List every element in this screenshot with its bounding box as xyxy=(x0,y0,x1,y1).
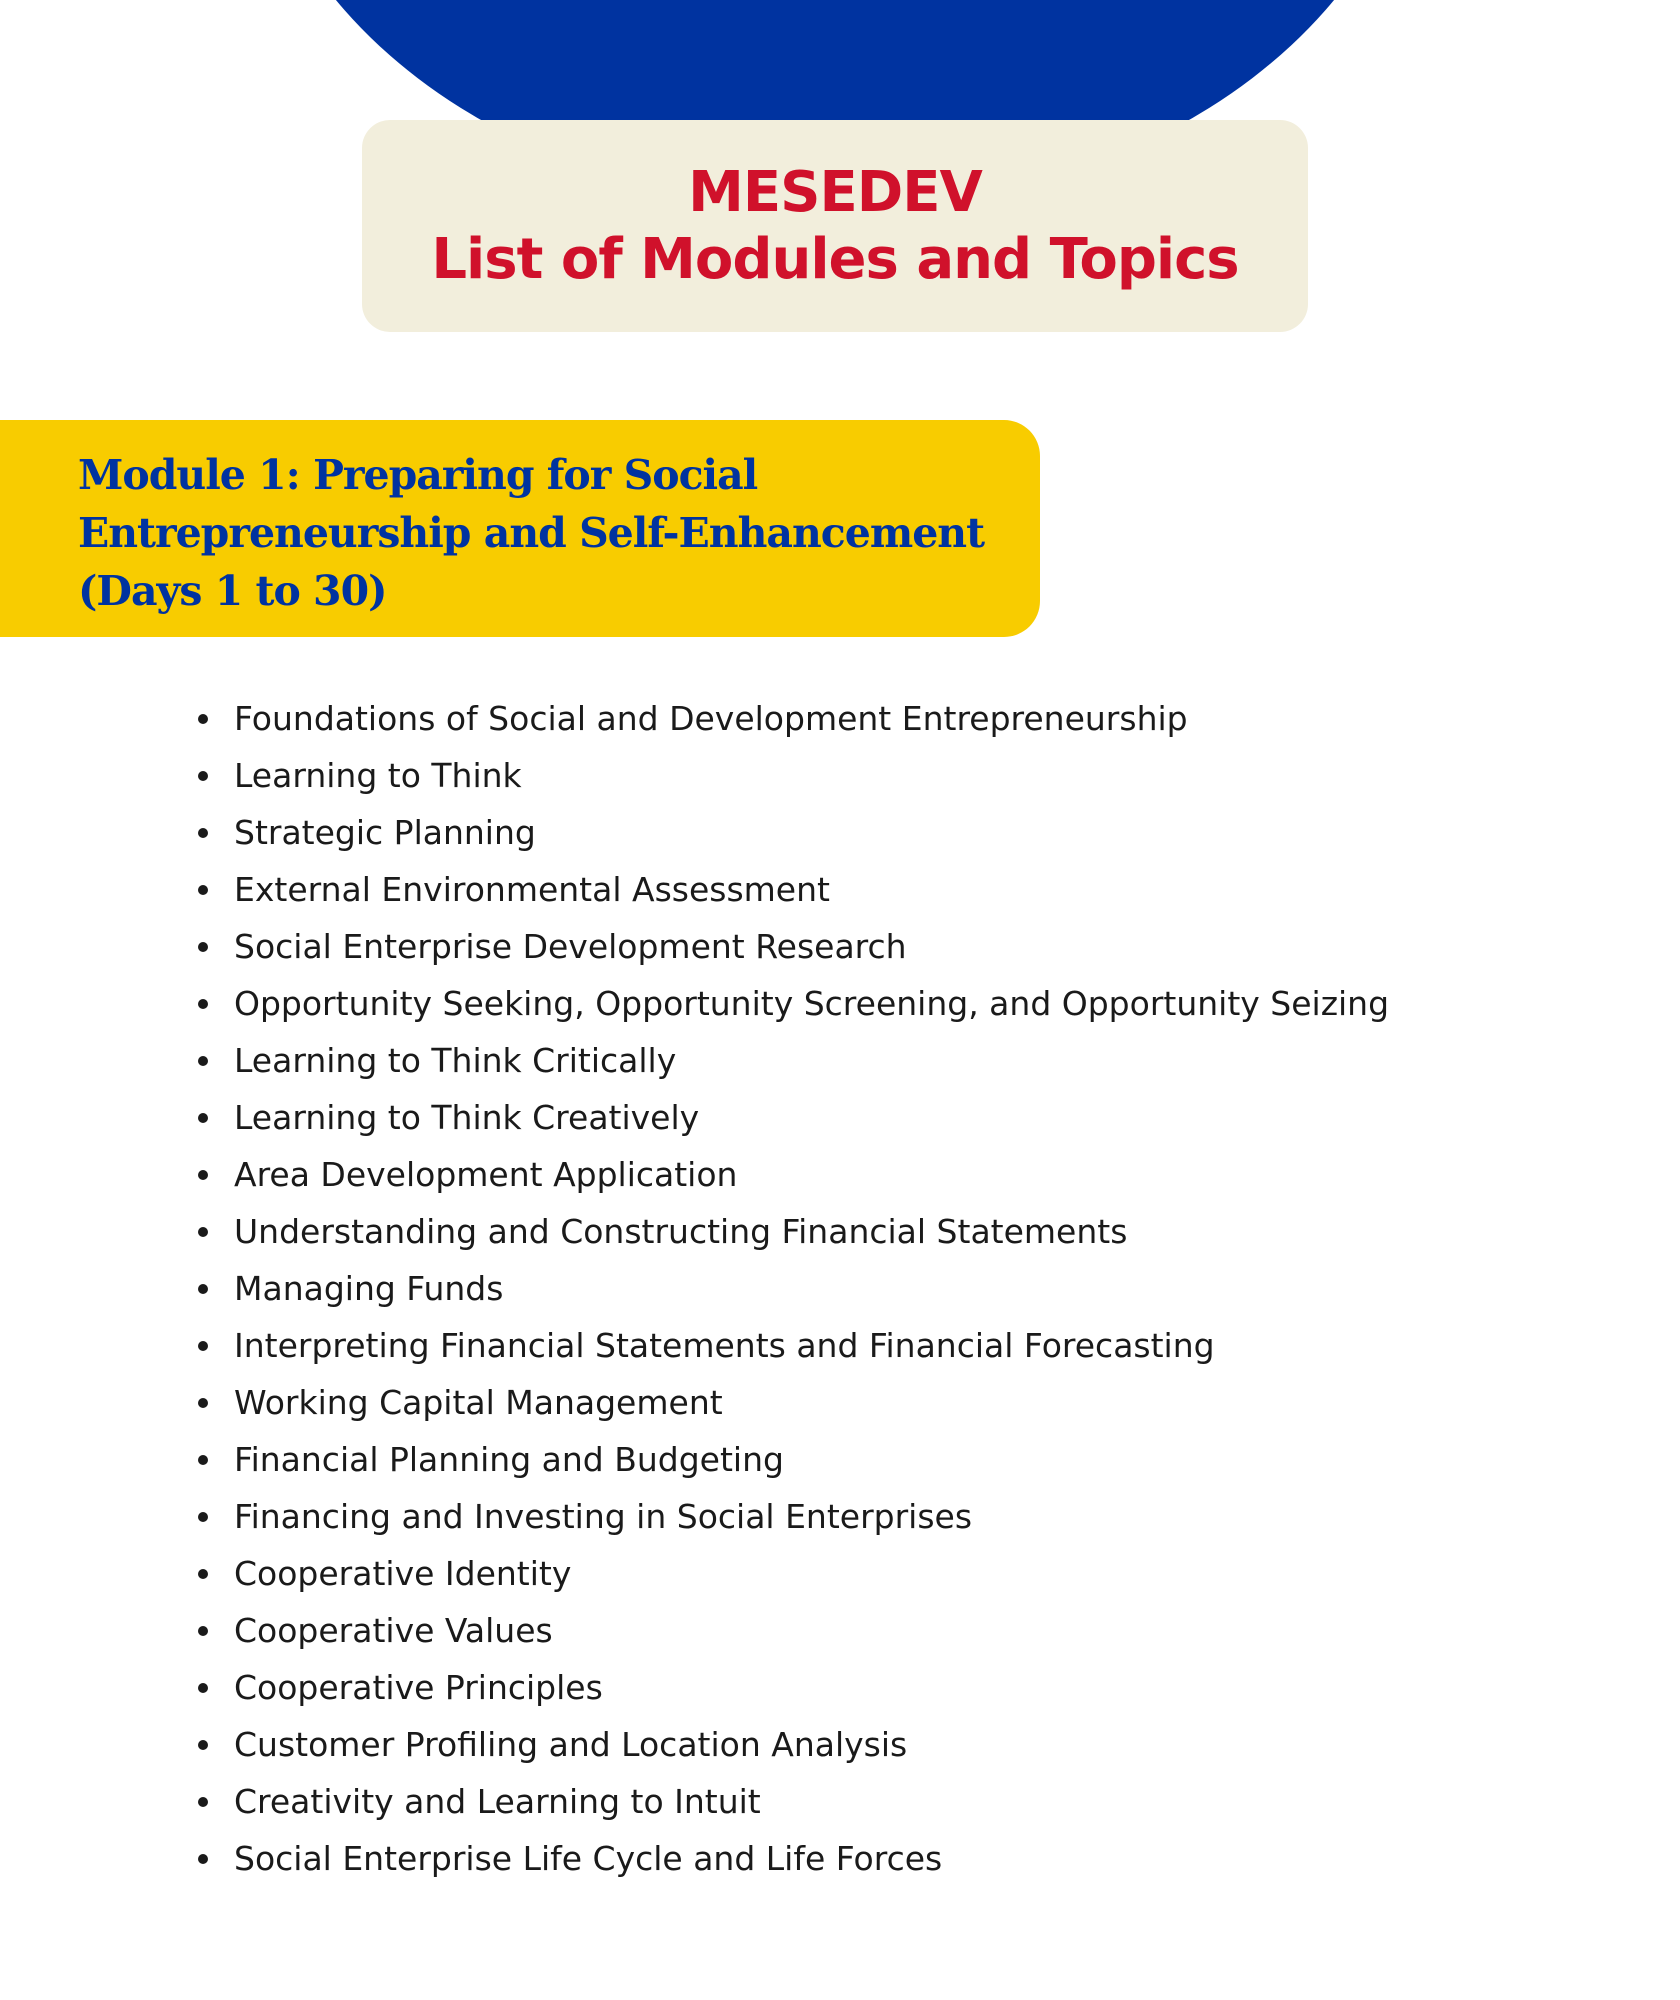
bullet-icon xyxy=(198,771,208,781)
list-item xyxy=(0,1545,1389,1602)
topic-label: Cooperative Principles xyxy=(234,1668,603,1707)
list-item xyxy=(0,747,1389,804)
module-title-line-1: Module 1: Preparing for Social xyxy=(78,451,758,499)
topic-label: Interpreting Financial Statements and Financial Forecasting xyxy=(234,1326,1215,1365)
list-item xyxy=(0,1773,1389,1830)
list-item xyxy=(0,1146,1389,1203)
list-item xyxy=(0,975,1389,1032)
bullet-icon xyxy=(198,1056,208,1066)
topic-label: Working Capital Management xyxy=(234,1383,723,1422)
list-item xyxy=(0,690,1389,747)
module-title-days: (Days 1 to 30) xyxy=(78,567,387,615)
list-item xyxy=(0,1602,1389,1659)
topic-label: Social Enterprise Life Cycle and Life Forces xyxy=(234,1839,943,1878)
topic-label: Area Development Application xyxy=(234,1155,738,1194)
bullet-icon xyxy=(198,942,208,952)
bullet-icon xyxy=(198,714,208,724)
topic-label: Customer Profiling and Location Analysis xyxy=(234,1725,908,1764)
topic-label: Understanding and Constructing Financial Statements xyxy=(234,1212,1128,1251)
list-item xyxy=(0,861,1389,918)
list-item xyxy=(0,918,1389,975)
topic-label: Cooperative Identity xyxy=(234,1554,572,1593)
bullet-icon xyxy=(198,1113,208,1123)
list-item xyxy=(0,1488,1389,1545)
bullet-icon xyxy=(198,1455,208,1465)
bullet-icon xyxy=(198,1626,208,1636)
bullet-icon xyxy=(198,1227,208,1237)
topic-label: External Environmental Assessment xyxy=(234,870,830,909)
topic-label: Cooperative Values xyxy=(234,1611,553,1650)
bullet-icon xyxy=(198,1284,208,1294)
list-item xyxy=(0,1317,1389,1374)
bullet-icon xyxy=(198,828,208,838)
topic-label: Managing Funds xyxy=(234,1269,504,1308)
list-item xyxy=(0,1374,1389,1431)
topic-label: Opportunity Seeking, Opportunity Screening, and Opportunity Seizing xyxy=(234,984,1390,1023)
list-item xyxy=(0,1716,1389,1773)
bullet-icon xyxy=(198,1740,208,1750)
list-item xyxy=(0,1203,1389,1260)
topic-label: Learning to Think Creatively xyxy=(234,1098,700,1137)
bullet-icon xyxy=(198,1398,208,1408)
list-item xyxy=(0,1659,1389,1716)
bullet-icon xyxy=(198,1854,208,1864)
bullet-icon xyxy=(198,1797,208,1807)
topic-label: Learning to Think xyxy=(234,756,522,795)
bullet-icon xyxy=(198,1512,208,1522)
module-heading-banner xyxy=(0,420,1040,637)
topic-label: Strategic Planning xyxy=(234,813,536,852)
page-title-subtitle: List of Modules and Topics xyxy=(431,227,1239,292)
topic-list xyxy=(0,690,1389,1887)
bullet-icon xyxy=(198,885,208,895)
page-title-brand: MESEDEV xyxy=(688,159,982,225)
list-item xyxy=(0,804,1389,861)
list-item xyxy=(0,1089,1389,1146)
bullet-icon xyxy=(198,1683,208,1693)
topic-label: Financing and Investing in Social Enterprises xyxy=(234,1497,973,1536)
list-item xyxy=(0,1032,1389,1089)
bullet-icon xyxy=(198,1569,208,1579)
bullet-icon xyxy=(198,999,208,1009)
topic-label: Learning to Think Critically xyxy=(234,1041,677,1080)
module-title-line-2: Entrepreneurship and Self-Enhancement xyxy=(78,509,985,557)
topic-label: Foundations of Social and Development Entrepreneurship xyxy=(234,699,1188,738)
list-item xyxy=(0,1431,1389,1488)
bullet-icon xyxy=(198,1170,208,1180)
list-item xyxy=(0,1830,1389,1887)
bullet-icon xyxy=(198,1341,208,1351)
topic-label: Financial Planning and Budgeting xyxy=(234,1440,784,1479)
topic-label: Creativity and Learning to Intuit xyxy=(234,1782,761,1821)
title-card xyxy=(362,120,1308,332)
list-item xyxy=(0,1260,1389,1317)
topic-label: Social Enterprise Development Research xyxy=(234,927,907,966)
